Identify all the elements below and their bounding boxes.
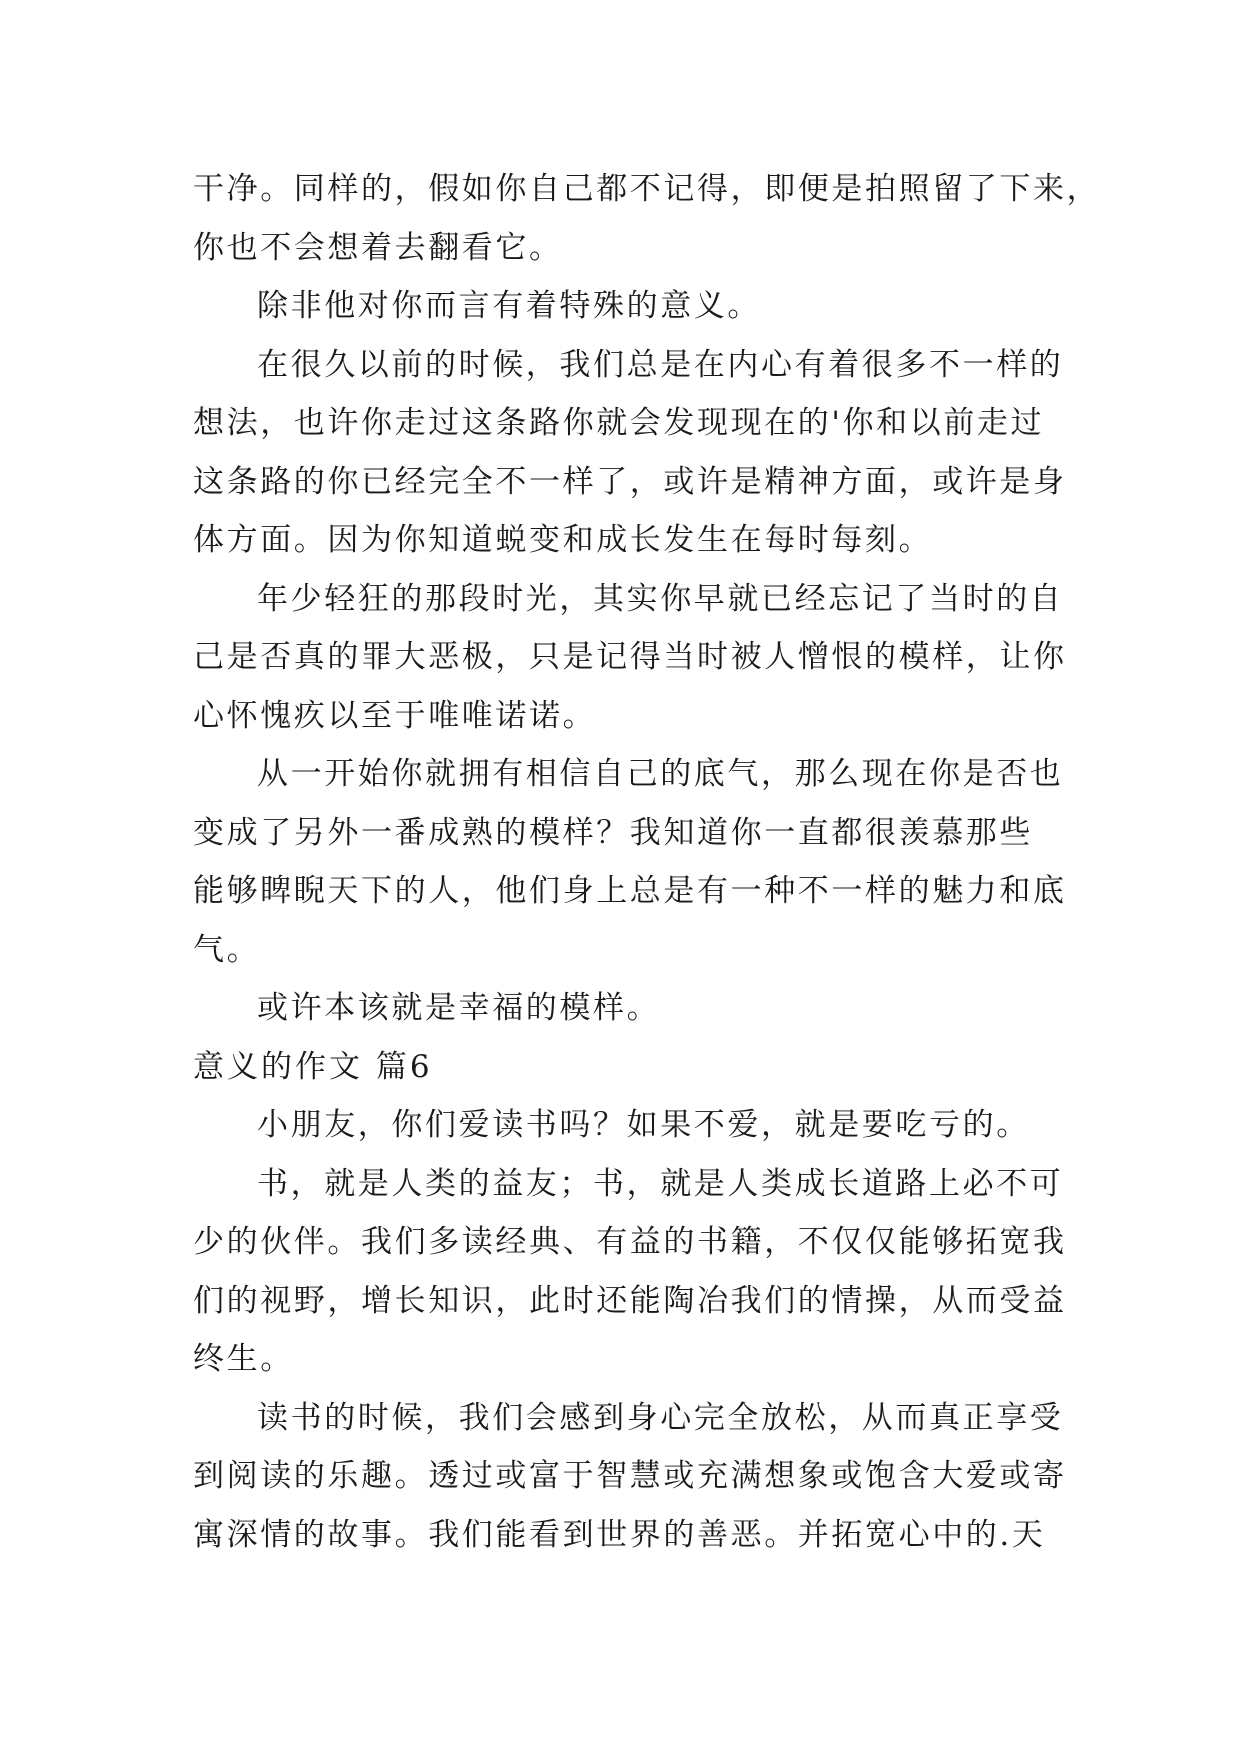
text-line: 心怀愧疚以至于唯唯诺诺。 [193,697,597,734]
text-line: 己是否真的罪大恶极，只是记得当时被人憎恨的模样，让你 [193,639,1067,675]
text-line: 们的视野，增长知识，此时还能陶冶我们的情操，从而受益 [193,1282,1067,1319]
paragraph-start-line: 读书的时候，我们会感到身心完全放松，从而真正享受 [257,1399,1064,1436]
text-line: 这条路的你已经完全不一样了，或许是精神方面，或许是身 [193,463,1067,500]
text-line: 想法，也许你走过这条路你就会发现现在的'你和以前走过 [193,405,1045,441]
paragraph-start-line: 小朋友，你们爱读书吗？如果不爱，就是要吃亏的。 [257,1107,1030,1143]
paragraph-start-line: 或许本该就是幸福的模样。 [257,990,661,1026]
text-line: 气。 [193,931,261,968]
text-line: 变成了另外一番成熟的模样？我知道你一直都很羡慕那些 [193,814,1033,851]
paragraph-start-line: 在很久以前的时候，我们总是在内心有着很多不一样的 [257,346,1064,383]
text-line: 能够睥睨天下的人，他们身上总是有一种不一样的魅力和底 [193,873,1067,909]
text-line: 你也不会想着去翻看它。 [193,229,563,266]
section-heading: 意义的作文 篇6 [193,1048,433,1085]
paragraph-start-line: 年少轻狂的那段时光，其实你早就已经忘记了当时的自 [257,580,1064,617]
document-body [193,160,1101,1564]
paragraph-start-line: 除非他对你而言有着特殊的意义。 [257,288,761,324]
text-line: 寓深情的故事。我们能看到世界的善恶。并拓宽心中的.天 [193,1516,1046,1553]
text-line: 到阅读的乐趣。透过或富于智慧或充满想象或饱含大爱或寄 [193,1458,1067,1494]
text-line: 少的伙伴。我们多读经典、有益的书籍，不仅仅能够拓宽我 [193,1224,1067,1260]
text-line: 终生。 [193,1341,294,1377]
paragraph-start-line: 从一开始你就拥有相信自己的底气，那么现在你是否也 [257,756,1064,792]
text-line: 体方面。因为你知道蜕变和成长发生在每时每刻。 [193,522,933,558]
text-line: 干净。同样的，假如你自己都不记得，即便是拍照留了下来， [193,171,1101,207]
paragraph-start-line: 书，就是人类的益友；书，就是人类成长道路上必不可 [257,1165,1064,1202]
